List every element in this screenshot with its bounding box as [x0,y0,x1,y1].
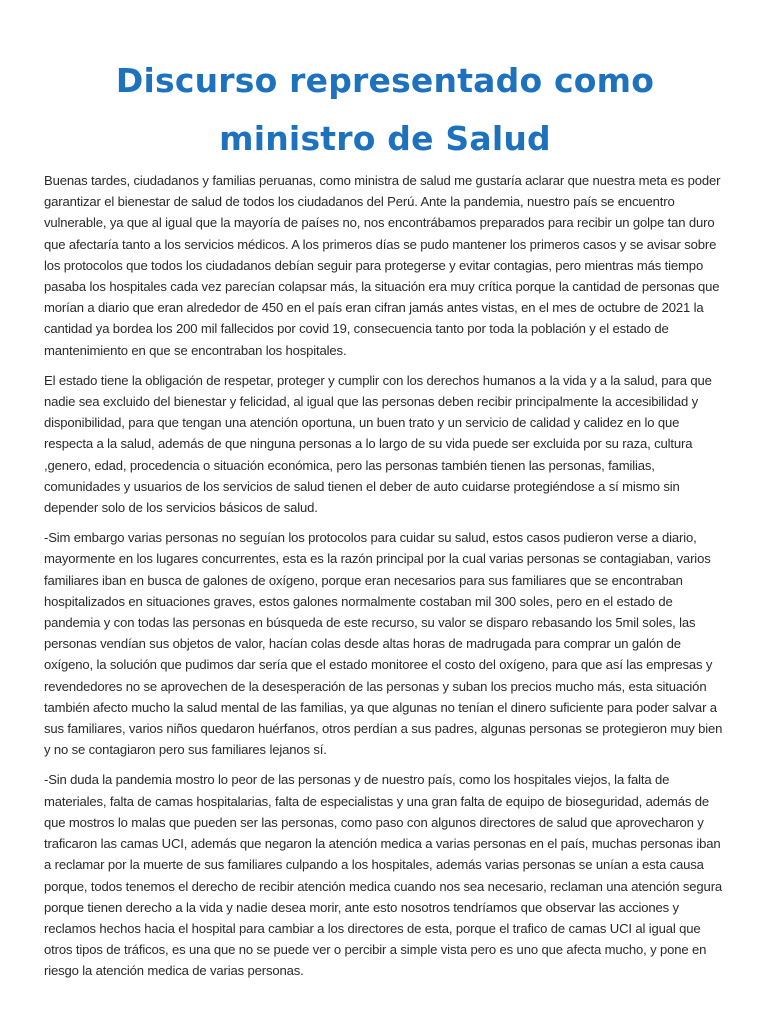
paragraph-oxygen-crisis: -Sim embargo varias personas no seguían los protocolos para cuidar su salud, estos casos pudieron verse a diario, mayormente en los lugares concurrentes, esta es la razón principal por la cual varias personas se contagiaban, varios familiares iban en busca de galones de oxígeno, porque eran necesarios para sus familiares que se encontraban hospitalizados en situaciones graves, estos galones normalmente costaban mil 300 soles, pero en el estado de pandemia y con todas las personas en búsqueda de este recurso, su valor se disparo rebasando los 5mil soles, las personas vendían sus objetos de valor, hacían colas desde altas horas de madrugada para comprar un galón de oxígeno, la solución que pudimos dar sería que el estado monitoree el costo del oxígeno, para que así las empresas y revendedores no se aprovechen de la desesperación de las personas y suban los precios mucho más, esta situación también afecto mucho la salud mental de las familias, ya que algunas no tenían el dinero suficiente para poder salvar a sus familiares, varios niños quedaron huérfanos, otros perdían a sus padres, algunas personas se protegieron muy bien y no se contagiaron pero sus familiares lejanos sí. [44,530,723,758]
paragraph-hospital-failures: -Sin duda la pandemia mostro lo peor de las personas y de nuestro país, como los hospitales viejos, la falta de materiales, falta de camas hospitalarias, falta de especialistas y una gran falta de equipo de bioseguridad, además de que mostros lo malas que pueden ser las personas, como paso con algunos directores de salud que aprovecharon y traficaron las camas UCI, además que negaron la atención medica a varias personas en el país, muchas personas iban a reclamar por la muerte de sus familiares culpando a los hospitales, además varias personas se unían a esta causa porque, todos tenemos el derecho de recibir atención medica cuando nos sea necesario, reclaman una atención segura porque tienen derecho a la vida y nadie desea morir, ante esto nosotros tendríamos que observar las acciones y reclamos hechos hacia el hospital para cambiar a los directores de esta, porque el trafico de camas UCI al igual que otros tipos de tráficos, es una que no se puede ver o percibir a simple vista pero es uno que afecta mucho, y pone en riesgo la atención medica de varias personas. [44,772,723,979]
paragraph-state-obligation: El estado tiene la obligación de respetar, proteger y cumplir con los derechos humanos a la vida y a la salud, para que nadie sea excluido del bienestar y felicidad, al igual que las personas deben recibir principalmente la accesibilidad y disponibilidad, para que tengan una atención oportuna, un buen trato y un servicio de calidad y calidez en lo que respecta a la salud, además de que ninguna personas a lo largo de su vida puede ser excluida por su raza, cultura ,genero, edad, procedencia o situación económica, pero las personas también tienen las personas, familias, comunidades y usuarios de los servicios de salud tienen el deber de auto cuidarse protegiéndose a sí mismo sin depender solo de los servicios básicos de salud. [44,372,712,516]
document-title: Discurso representado como ministro de Salud [115,61,655,158]
paragraph-intro: Buenas tardes, ciudadanos y familias peruanas, como ministra de salud me gustaría aclarar que nuestra meta es poder garantizar el bienestar de salud de todos los ciudadanos del Perú. Ante la pandemia, nuestro país se encuentro vulnerable, ya que al igual que la mayoría de países no, nos encontrábamos preparados para recibir un golpe tan duro que afectaría tanto a los servicios médicos. A los primeros días se pudo mantener los primeros casos y se avisar sobre los protocolos que todos los ciudadanos debían seguir para protegerse y evitar contagias, pero mientras más tiempo pasaba los hospitales cada vez parecían colapsar más, la situación era muy crítica porque la cantidad de personas que morían a diario que eran alrededor de 450 en el país eran cifran jamás antes vistas, en el mes de octubre de 2021 la cantidad ya bordea los 200 mil fallecidos por covid 19, consecuencia tanto por toda la población y el estado de mantenimiento en que se encontraban los hospitales. [44,173,721,358]
document-body [44,170,726,982]
